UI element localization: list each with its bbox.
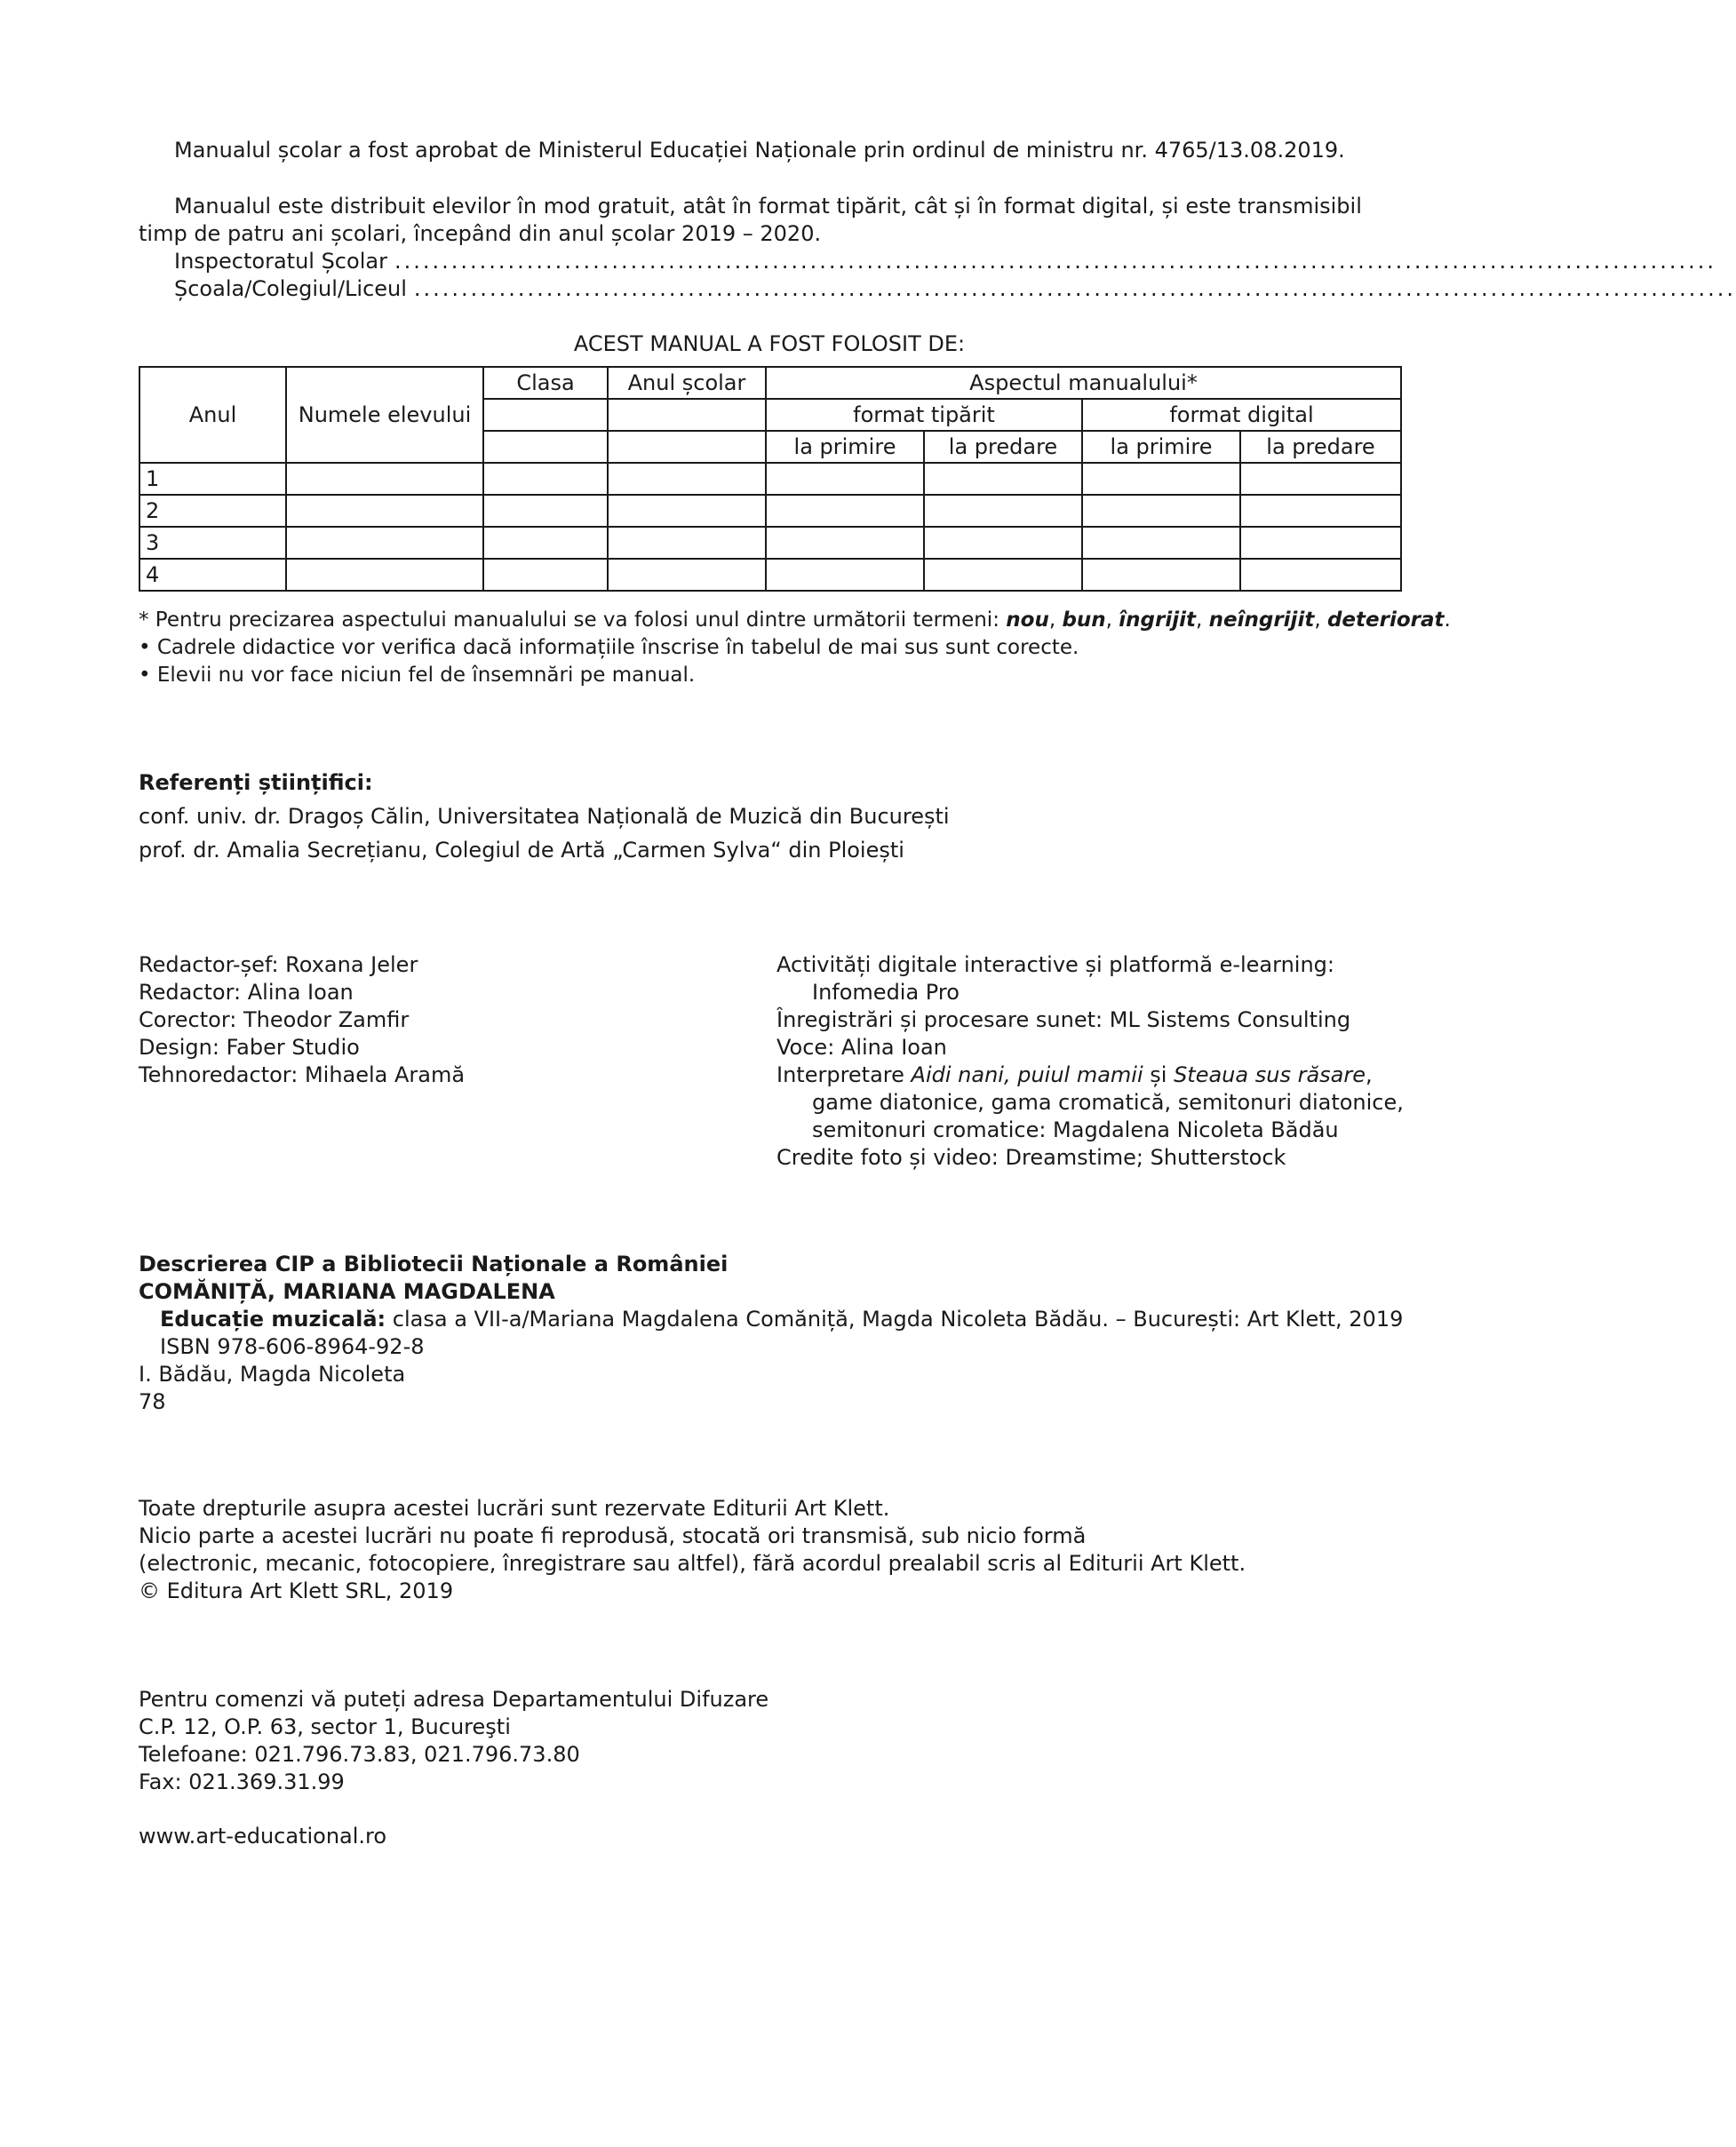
- inspectorat-line: [174, 248, 1716, 275]
- term-bun: bun: [1062, 608, 1106, 632]
- orders-address: C.P. 12, O.P. 63, sector 1, Bucureşti: [139, 1714, 511, 1739]
- cell-empty: [483, 399, 608, 431]
- credit-redactor: Redactor: Alina Ioan: [139, 980, 354, 1005]
- term-deteriorat: deteriorat: [1326, 608, 1445, 632]
- row-number: 2: [139, 495, 286, 527]
- orders-fax: Fax: 021.369.31.99: [139, 1769, 345, 1794]
- credit-interpretation: Interpretare Aidi nani, puiul mamii și Steaua sus răsare, game diatonice, gama cromatică, semitonuri diatonice, semitonuri cromatice: Magdalena Nicoleta Bădău: [776, 1062, 1404, 1142]
- song-aidi-nani: Aidi nani, puiul mamii: [911, 1062, 1143, 1087]
- header-anul-scolar: Anul școlar: [608, 367, 766, 399]
- row-number: 3: [139, 527, 286, 559]
- term-neingrijit: neîngrijit: [1208, 608, 1315, 632]
- referees-heading: Referenți științifici:: [139, 770, 373, 795]
- header-aspect: Aspectul manualului*: [766, 367, 1401, 399]
- header-anul: Anul: [139, 367, 286, 463]
- table-row: [139, 463, 1401, 495]
- cip-block: [139, 1251, 1418, 1416]
- credits-left: [139, 951, 743, 1089]
- table-row: [139, 559, 1401, 591]
- aspect-note: * Pentru precizarea aspectului manualului se va folosi unul dintre următorii termeni: nou, bun, îngrijit, neîngrijit, deteriorat.: [139, 608, 1451, 632]
- orders-line: Pentru comenzi vă puteți adresa Departamentului Difuzare: [139, 1687, 769, 1712]
- header-format-digital: format digital: [1082, 399, 1401, 431]
- bullet-note-1: • Cadrele didactice vor verifica dacă informațiile înscrise în tabelul de mai sus sunt corecte.: [139, 636, 1079, 659]
- credit-redactor-sef: Redactor-șef: Roxana Jeler: [139, 952, 418, 977]
- inspectorat-label: Inspectoratul Școlar: [174, 249, 387, 274]
- cip-title-bold: Educație muzicală:: [160, 1307, 386, 1332]
- approval-text: Manualul școlar a fost aprobat de Ministerul Educației Naționale prin ordinul de ministru nr. 4765/13.08.2019.: [174, 138, 1345, 163]
- distribution-text: Manualul este distribuit elevilor în mod gratuit, atât în format tipărit, cât și în format digital, și este transmisibil timp de patru ani școlari, începând din anul școlar 2019 – 2020.: [139, 194, 1362, 246]
- rights-line: Nicio parte a acestei lucrări nu poate fi reprodusă, stocată ori transmisă, sub nicio formă: [139, 1523, 1087, 1548]
- header-la-primire: la primire: [766, 431, 924, 463]
- term-nou: nou: [1006, 608, 1049, 632]
- header-la-primire: la primire: [1082, 431, 1240, 463]
- cip-heading: Descrierea CIP a Bibliotecii Naționale a României: [139, 1252, 729, 1276]
- credit-activities-value: Infomedia Pro: [812, 980, 960, 1005]
- header-clasa: Clasa: [483, 367, 608, 399]
- header-format-tiparit: format tipărit: [766, 399, 1082, 431]
- credit-recordings: Înregistrări și procesare sunet: ML Sistems Consulting: [776, 1007, 1351, 1032]
- table-row: [139, 527, 1401, 559]
- referee-1: conf. univ. dr. Dragoș Călin, Universitatea Națională de Muzică din București: [139, 804, 950, 829]
- credit-activities-label: Activități digitale interactive și platformă e-learning:: [776, 952, 1334, 977]
- credit-voice: Voce: Alina Ioan: [776, 1035, 947, 1060]
- inspectorat-dots: ............................................................................................................................................: [394, 249, 1716, 274]
- term-ingrijit: îngrijit: [1119, 608, 1197, 632]
- usage-table-title: ACEST MANUAL A FOST FOLOSIT DE:: [573, 331, 966, 356]
- scoala-line: [174, 275, 1736, 303]
- row-number: 4: [139, 559, 286, 591]
- referee-2: prof. dr. Amalia Secrețianu, Colegiul de Artă „Carmen Sylva“ din Ploiești: [139, 838, 904, 863]
- rights-block: [139, 1495, 1418, 1605]
- row-number: 1: [139, 463, 286, 495]
- rights-line: (electronic, mecanic, fotocopiere, înregistrare sau altfel), fără acordul prealabil scris al Editurii Art Klett.: [139, 1551, 1246, 1576]
- credits-right: [776, 951, 1407, 1172]
- table-row: [139, 495, 1401, 527]
- cip-code: 78: [139, 1389, 166, 1414]
- orders-block: [139, 1686, 1418, 1796]
- cip-author: COMĂNIȚĂ, MARIANA MAGDALENA: [139, 1279, 555, 1304]
- bullet-note-2: • Elevii nu vor face niciun fel de însemnări pe manual.: [139, 664, 696, 687]
- credit-corector: Corector: Theodor Zamfir: [139, 1007, 410, 1032]
- cell-empty: [608, 399, 766, 431]
- cip-title: Educație muzicală: clasa a VII-a/Mariana Magdalena Comăniță, Magda Nicoleta Bădău. – București: Art Klett, 2019: [160, 1307, 1404, 1332]
- song-steaua-sus-rasare: Steaua sus răsare: [1174, 1062, 1366, 1087]
- header-la-predare: la predare: [1240, 431, 1401, 463]
- orders-phones: Telefoane: 021.796.73.83, 021.796.73.80: [139, 1742, 580, 1767]
- cip-isbn: ISBN 978-606-8964-92-8: [160, 1334, 425, 1359]
- website-link[interactable]: www.art-educational.ro: [139, 1824, 387, 1849]
- scoala-label: Școala/Colegiul/Liceul: [174, 276, 407, 301]
- credit-design: Design: Faber Studio: [139, 1035, 360, 1060]
- credit-photo: Credite foto și video: Dreamstime; Shutterstock: [776, 1145, 1286, 1170]
- cell-empty: [608, 431, 766, 463]
- header-la-predare: la predare: [924, 431, 1082, 463]
- cell-empty: [483, 431, 608, 463]
- usage-table: [139, 366, 1402, 592]
- aspect-note-prefix: * Pentru precizarea aspectului manualului se va folosi unul dintre următorii termeni:: [139, 608, 1007, 632]
- usage-table-wrapper: [139, 366, 1402, 592]
- scoala-dots: ............................................................................................................................................: [413, 276, 1736, 301]
- rights-line: Toate drepturile asupra acestei lucrări sunt rezervate Editurii Art Klett.: [139, 1496, 890, 1521]
- header-nume-elev: Numele elevului: [286, 367, 483, 463]
- credit-tehnoredactor: Tehnoredactor: Mihaela Aramă: [139, 1062, 466, 1087]
- copyright-line: © Editura Art Klett SRL, 2019: [139, 1578, 454, 1603]
- cip-coauthor: I. Bădău, Magda Nicoleta: [139, 1362, 406, 1387]
